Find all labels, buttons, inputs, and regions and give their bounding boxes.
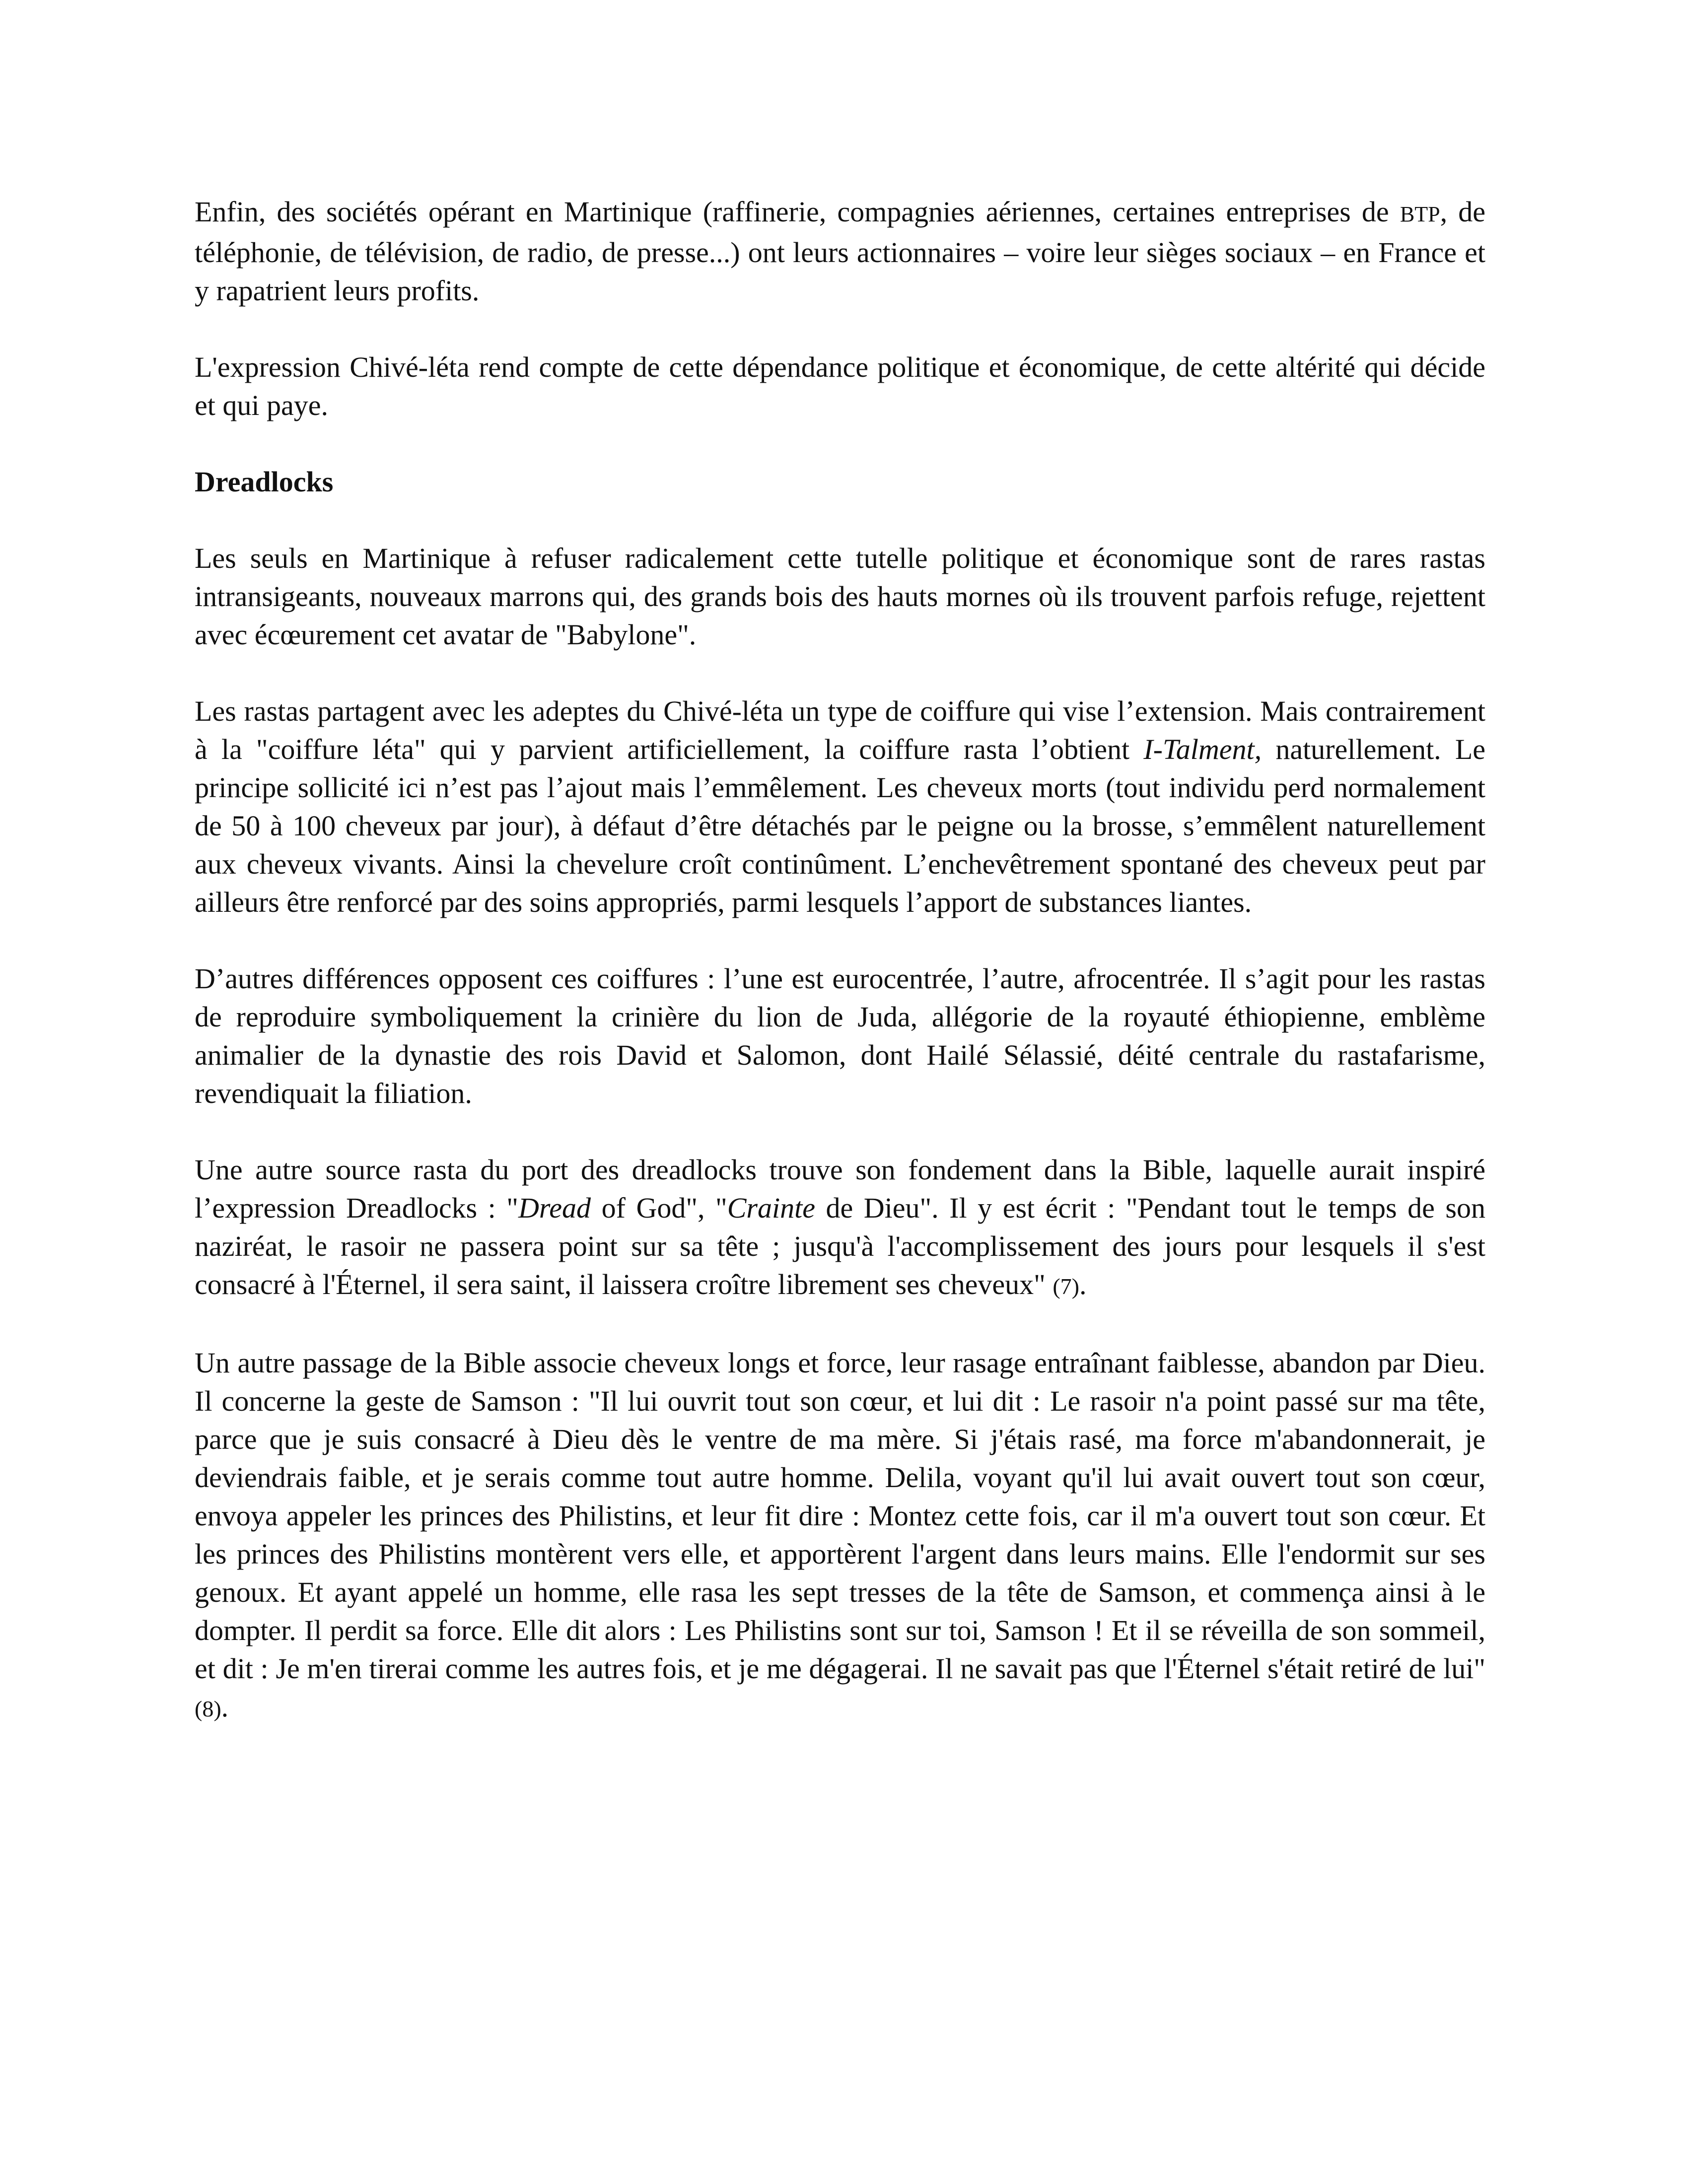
text-segment: . bbox=[221, 1691, 229, 1723]
paragraph-bible-source bbox=[195, 1151, 1485, 1305]
text-segment: naturellement. Le principe sollicité ici n’est pas l’ajout mais l’emmêlement. Les cheveux morts (tout individu perd normalement de 50 à 100 cheveux par jour), à défaut d’être détachés par le peigne ou la brosse, s’emmêlent naturellement aux cheveux vivants. Ainsi la chevelure croît continûment. L’enchevêtrement spontané des cheveux peut par ailleurs être renforcé par des soins appropriés, parmi lesquels l’apport de substances liantes. bbox=[195, 733, 1486, 918]
text-segment: . bbox=[1079, 1268, 1087, 1300]
text-segment: Une autre source rasta du port des dreadlocks trouve son fondement dans la Bible, laquelle aurait inspiré l’expression Dreadlocks : " bbox=[195, 1154, 1485, 1224]
italic-term: I-Talment, bbox=[1143, 733, 1262, 765]
text-segment: of God", " bbox=[591, 1192, 727, 1224]
italic-term: Dread bbox=[518, 1192, 591, 1224]
document-page bbox=[195, 193, 1485, 1766]
paragraph-hairstyle bbox=[195, 692, 1485, 921]
italic-term: Crainte bbox=[727, 1192, 815, 1224]
text-segment: Un autre passage de la Bible associe cheveux longs et force, leur rasage entraînant faiblesse, abandon par Dieu. Il concerne la geste de Samson : "Il lui ouvrit tout son cœur, et lui dit : Le rasoir n'a point passé sur ma tête, parce que je suis consacré à Dieu dès le ventre de ma mère. Si j'étais rasé, ma force m'abandonnerait, je deviendrais faible, et je serais comme tout autre homme. Delila, voyant qu'il lui avait ouvert tout son cœur, envoya appeler les princes des Philistins, et leur fit dire : Montez cette fois, car il m'a ouvert tout son cœur. Et les princes des Philistins montèrent vers elle, et apportèrent l'argent dans leurs mains. Elle l'endormit sur ses genoux. Et ayant appelé un homme, elle rasa les sept tresses de la tête de Samson, et commença ainsi à le dompter. Il perdit sa force. Elle dit alors : Les Philistins sont sur toi, Samson ! Et il se réveilla de son sommeil, et dit : Je m'en tirerai comme les autres fois, et je me dégagerai. Il ne savait pas que l'Éternel s'était retiré de lui" bbox=[195, 1347, 1485, 1685]
paragraph-chive-leta: L'expression Chivé-léta rend compte de cette dépendance politique et économique, de cette altérité qui décide et qui paye. bbox=[195, 351, 1485, 421]
abbreviation: BTP bbox=[1400, 202, 1440, 226]
text-segment: Les rastas partagent avec les adeptes du Chivé-léta un type de coiffure qui vise l’extension. Mais contrairement à la "coiffure léta" qui y parvient artificiellement, la coiffure rasta l’obtient bbox=[195, 695, 1485, 765]
paragraph-differences: D’autres différences opposent ces coiffures : l’une est eurocentrée, l’autre, afrocentrée. Il s’agit pour les rastas de reproduire symboliquement la crinière du lion de Juda, allégorie de la royauté éthiopienne, emblème animalier de la dynastie des rois David et Salomon, dont Hailé Sélassié, déité centrale du rastafarisme, revendiquait la filiation. bbox=[195, 962, 1485, 1109]
paragraph-samson bbox=[195, 1344, 1485, 1728]
paragraph-rastas-refusal: Les seuls en Martinique à refuser radicalement cette tutelle politique et économique sont de rares rastas intransigeants, nouveaux marrons qui, des grands bois des hauts mornes où ils trouvent parfois refuge, rejettent avec écœurement cet avatar de "Babylone". bbox=[195, 542, 1485, 651]
text-segment: de Dieu". Il y est écrit : "Pendant tout le temps de son naziréat, le rasoir ne passera point sur sa tête ; jusqu'à l'accomplissement des jours pour lesquels il s'est consacré à l'Éternel, il sera saint, il laissera croître librement ses cheveux" bbox=[195, 1192, 1485, 1300]
section-heading: Dreadlocks bbox=[195, 466, 334, 498]
text-segment: , de téléphonie, de télévision, de radio, de presse...) ont leurs actionnaires – voire leur sièges sociaux – en France et y rapatrient leurs profits. bbox=[195, 196, 1485, 307]
footnote-reference: (8) bbox=[195, 1696, 221, 1721]
text-segment: Enfin, des sociétés opérant en Martinique (raffinerie, compagnies aériennes, certaines entreprises de bbox=[195, 196, 1400, 228]
footnote-reference: (7) bbox=[1053, 1274, 1079, 1299]
paragraph-companies bbox=[195, 193, 1485, 310]
